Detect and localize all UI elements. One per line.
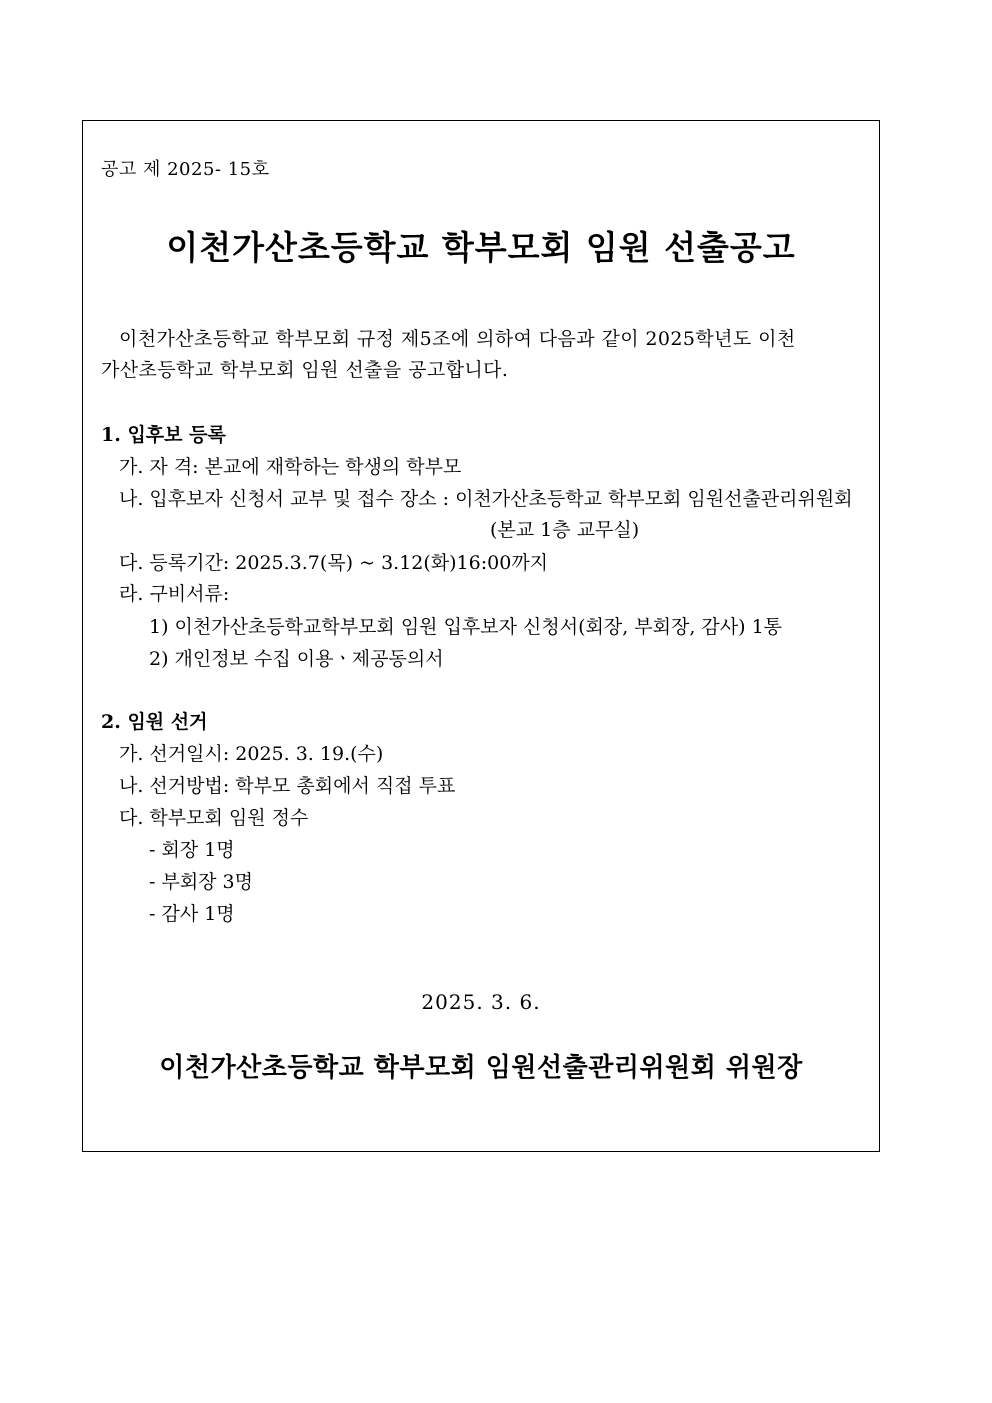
item-required-documents: 라. 구비서류:: [119, 583, 230, 605]
item-election-date: 가. 선거일시: 2025. 3. 19.(수): [119, 743, 384, 765]
notice-number: 공고 제 2025- 15호: [101, 159, 270, 180]
item-officer-quota: 다. 학부모회 임원 정수: [119, 807, 309, 829]
position-list-item: - 부회장 3명: [149, 871, 254, 893]
notice-date: 2025. 3. 6.: [421, 990, 541, 1014]
item-application-place-detail: (본교 1층 교무실): [490, 519, 640, 541]
document-list-item: 2) 개인정보 수집 이용ㆍ제공동의서: [149, 648, 444, 670]
item-registration-period: 다. 등록기간: 2025.3.7(목) ~ 3.12(화)16:00까지: [119, 552, 549, 574]
section-heading-registration: 1. 입후보 등록: [101, 424, 226, 446]
intro-line-1: 이천가산초등학교 학부모회 규정 제5조에 의하여 다음과 같이 2025학년도 이천: [119, 328, 796, 350]
position-list-item: - 회장 1명: [149, 839, 235, 861]
intro-line-2: 가산초등학교 학부모회 임원 선출을 공고합니다.: [101, 359, 509, 381]
page-title: 이천가산초등학교 학부모회 임원 선출공고: [166, 228, 796, 267]
section-heading-election: 2. 임원 선거: [101, 711, 208, 733]
document-list-item: 1) 이천가산초등학교학부모회 임원 입후보자 신청서(회장, 부회장, 감사) 1통: [149, 616, 783, 638]
item-election-method: 나. 선거방법: 학부모 총회에서 직접 투표: [119, 775, 456, 797]
signature-line: 이천가산초등학교 학부모회 임원선출관리위원회 위원장: [159, 1053, 803, 1083]
item-qualification: 가. 자 격: 본교에 재학하는 학생의 학부모: [119, 456, 462, 478]
item-application-place: 나. 입후보자 신청서 교부 및 접수 장소 : 이천가산초등학교 학부모회 임원선출관리위원회: [119, 488, 853, 510]
position-list-item: - 감사 1명: [149, 903, 235, 925]
